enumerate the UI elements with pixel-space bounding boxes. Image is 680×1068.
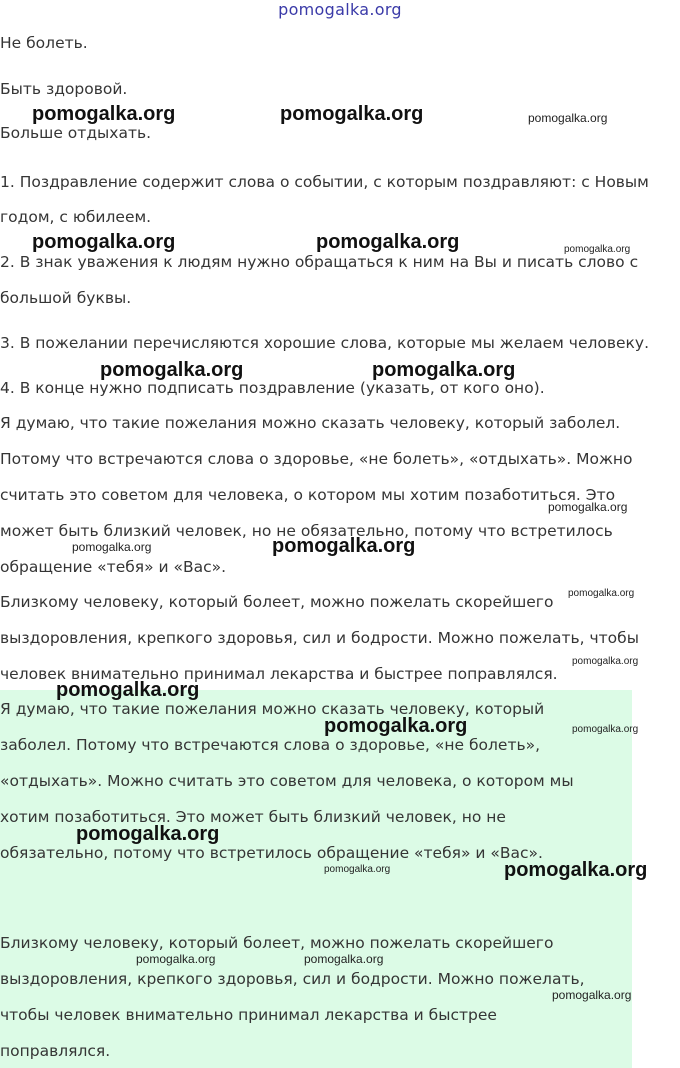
text-line: Больше отдыхать. <box>0 124 152 142</box>
text-line: Не болеть. <box>0 34 88 52</box>
answer-line: Я думаю, что такие пожелания можно сказать человеку, который <box>0 700 545 718</box>
text-line: Я думаю, что такие пожелания можно сказать человеку, который заболел. <box>0 414 621 432</box>
watermark: pomogalka.org <box>280 103 424 125</box>
watermark: pomogalka.org <box>136 952 216 966</box>
text-line: может быть близкий человек, но не обязательно, потому что встретилось <box>0 522 613 540</box>
watermark: pomogalka.org <box>372 359 516 381</box>
watermark: pomogalka.org <box>304 952 384 966</box>
watermark: pomogalka.org <box>56 679 200 701</box>
text-line: 4. В конце нужно подписать поздравление (указать, от кого оно). <box>0 379 545 397</box>
watermark: pomogalka.org <box>504 859 648 881</box>
watermark: pomogalka.org <box>552 988 632 1002</box>
text-line: большой буквы. <box>0 289 132 307</box>
site-logo[interactable]: pomogalka.org <box>278 0 402 19</box>
watermark: pomogalka.org <box>324 864 391 875</box>
text-line: выздоровления, крепкого здоровья, сил и бодрости. Можно пожелать, чтобы <box>0 629 639 647</box>
text-line: Потому что встречаются слова о здоровье, «не болеть», «отдыхать». Можно <box>0 450 633 468</box>
text-line: годом, с юбилеем. <box>0 208 152 226</box>
answer-line: «отдыхать». Можно считать это советом для человека, о котором мы <box>0 772 574 790</box>
text-line: считать это советом для человека, о котором мы хотим позаботиться. Это <box>0 486 616 504</box>
watermark: pomogalka.org <box>100 359 244 381</box>
watermark: pomogalka.org <box>528 111 608 125</box>
watermark: pomogalka.org <box>72 540 152 554</box>
answer-line: чтобы человек внимательно принимал лекарства и быстрее <box>0 1006 497 1024</box>
watermark: pomogalka.org <box>572 724 639 735</box>
watermark: pomogalka.org <box>572 656 639 667</box>
watermark: pomogalka.org <box>324 715 468 737</box>
watermark: pomogalka.org <box>272 535 416 557</box>
watermark: pomogalka.org <box>32 231 176 253</box>
text-line: обращение «тебя» и «Вас». <box>0 558 227 576</box>
answer-line: выздоровления, крепкого здоровья, сил и бодрости. Можно пожелать, <box>0 970 585 988</box>
watermark: pomogalka.org <box>76 823 220 845</box>
watermark: pomogalka.org <box>32 103 176 125</box>
answer-line: заболел. Потому что встречаются слова о здоровье, «не болеть», <box>0 736 541 754</box>
watermark: pomogalka.org <box>316 231 460 253</box>
watermark: pomogalka.org <box>564 244 631 255</box>
text-line: 3. В пожелании перечисляются хорошие слова, которые мы желаем человеку. <box>0 334 650 352</box>
answer-line: поправлялся. <box>0 1042 111 1060</box>
text-line: человек внимательно принимал лекарства и быстрее поправлялся. <box>0 665 558 683</box>
watermark: pomogalka.org <box>548 500 628 514</box>
answer-line: Близкому человеку, который болеет, можно пожелать скорейшего <box>0 934 554 952</box>
text-line: 2. В знак уважения к людям нужно обращаться к ним на Вы и писать слово с <box>0 253 639 271</box>
text-line: Близкому человеку, который болеет, можно пожелать скорейшего <box>0 593 554 611</box>
watermark: pomogalka.org <box>568 588 635 599</box>
text-line: Быть здоровой. <box>0 80 128 98</box>
answer-line: обязательно, потому что встретилось обращение «тебя» и «Вас». <box>0 844 543 862</box>
text-line: 1. Поздравление содержит слова о событии, с которым поздравляют: с Новым <box>0 173 649 191</box>
answer-line: хотим позаботиться. Это может быть близкий человек, но не <box>0 808 506 826</box>
